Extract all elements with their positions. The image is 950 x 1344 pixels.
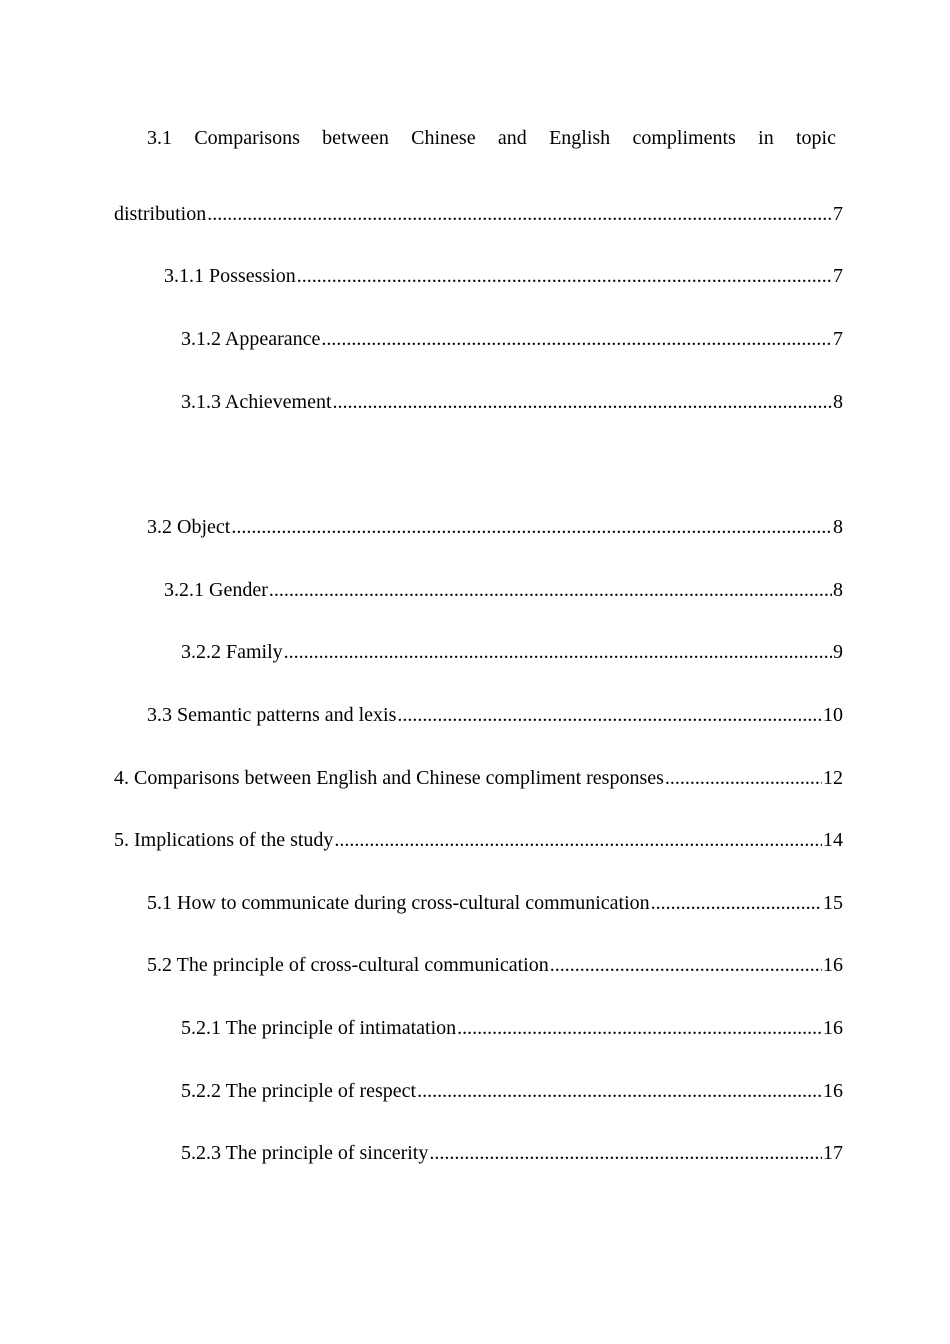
toc-dot-leader — [269, 578, 832, 602]
toc-entry-3-1-1[interactable] — [164, 264, 843, 288]
toc-entry-title: 3.2.1 Gender — [164, 579, 268, 601]
toc-page-number: 17 — [823, 1142, 843, 1164]
toc-entry-3-3[interactable] — [147, 703, 843, 727]
toc-entry-4[interactable] — [114, 766, 843, 790]
toc-entry-title: distribution — [114, 203, 207, 225]
toc-dot-leader — [333, 390, 832, 414]
toc-entry-5-2-2[interactable] — [181, 1079, 843, 1103]
toc-entry-3-2-2[interactable] — [181, 640, 843, 664]
toc-dot-leader — [297, 264, 832, 288]
toc-entry-title: 3.2.2 Family — [181, 641, 283, 663]
toc-page-number: 16 — [823, 1080, 843, 1102]
toc-dot-leader — [665, 766, 822, 790]
toc-entry-5[interactable] — [114, 828, 843, 852]
toc-entry-title: 5. Implications of the study — [114, 829, 334, 851]
toc-entry-title: 5.2.3 The principle of sincerity — [181, 1142, 429, 1164]
toc-entry-3-1[interactable] — [114, 202, 843, 226]
toc-entry-title: 5.2 The principle of cross-cultural communication — [147, 954, 549, 976]
toc-entry-3-2-1[interactable] — [164, 578, 843, 602]
toc-entry-title: 4. Comparisons between English and Chinese compliment responses — [114, 767, 664, 789]
toc-entry-title: 3.1.2 Appearance — [181, 328, 321, 350]
toc-dot-leader — [417, 1079, 822, 1103]
toc-page-number: 8 — [833, 391, 843, 413]
toc-entry-3-2[interactable] — [147, 515, 843, 539]
toc-entry-5-2-1[interactable] — [181, 1016, 843, 1040]
toc-page-number: 9 — [833, 641, 843, 663]
toc-entry-title: 5.1 How to communicate during cross-cultural communication — [147, 892, 650, 914]
toc-entry-3-1-heading[interactable]: 3.1 Comparisons between Chinese and English compliments in topic — [147, 127, 836, 149]
toc-page-number: 7 — [833, 203, 843, 225]
toc-page-number: 16 — [823, 954, 843, 976]
toc-page-number: 10 — [823, 704, 843, 726]
toc-dot-leader — [231, 515, 832, 539]
toc-entry-title: 5.2.1 The principle of intimatation — [181, 1017, 457, 1039]
toc-entry-5-1[interactable] — [147, 891, 843, 915]
toc-dot-leader — [651, 891, 822, 915]
toc-page-number: 7 — [833, 265, 843, 287]
toc-dot-leader — [321, 327, 832, 351]
toc-entry-5-2-3[interactable] — [181, 1141, 843, 1165]
toc-entry-5-2[interactable] — [147, 953, 843, 977]
toc-page-number: 12 — [823, 767, 843, 789]
toc-entry-3-1-3[interactable] — [181, 390, 843, 414]
toc-entry-title: 3.1.3 Achievement — [181, 391, 332, 413]
toc-dot-leader — [550, 953, 822, 977]
toc-page-number: 8 — [833, 516, 843, 538]
toc-page-number: 14 — [823, 829, 843, 851]
toc-dot-leader — [284, 640, 832, 664]
toc-entry-title: 5.2.2 The principle of respect — [181, 1080, 417, 1102]
toc-entry-title: 3.1.1 Possession — [164, 265, 296, 287]
toc-page-number: 8 — [833, 579, 843, 601]
toc-page-number: 15 — [823, 892, 843, 914]
toc-dot-leader — [457, 1016, 822, 1040]
toc-page-number: 7 — [833, 328, 843, 350]
toc-page-number: 16 — [823, 1017, 843, 1039]
toc-dot-leader — [207, 202, 832, 226]
toc-dot-leader — [334, 828, 822, 852]
toc-entry-title: 3.2 Object — [147, 516, 231, 538]
toc-entry-3-1-2[interactable] — [181, 327, 843, 351]
toc-dot-leader — [397, 703, 822, 727]
toc-entry-title: 3.3 Semantic patterns and lexis — [147, 704, 397, 726]
toc-dot-leader — [429, 1141, 822, 1165]
